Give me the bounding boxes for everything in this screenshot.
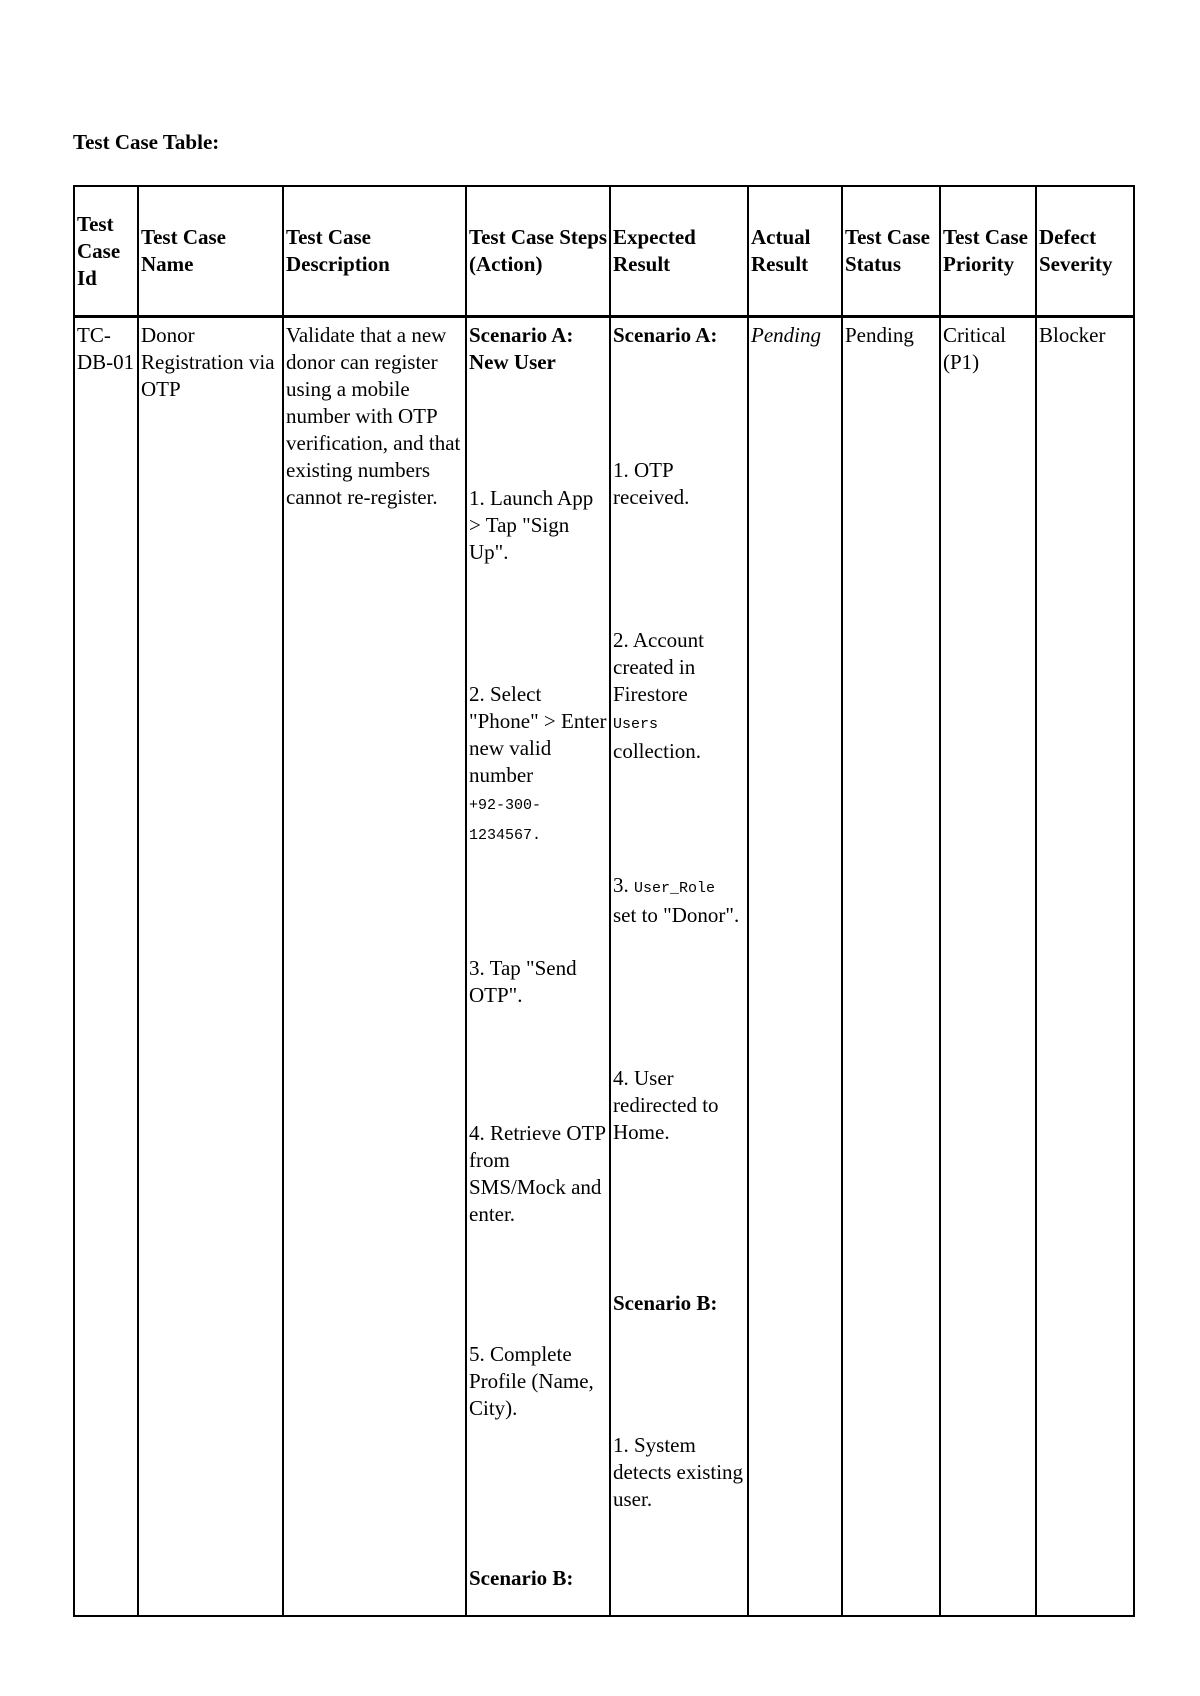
column-header: Expected Result [610,186,748,317]
step-5: 5. Complete Profile (Name, City). [469,1342,594,1420]
actual-result: Pending [748,317,842,1617]
expected-1: 1. OTP received. [613,458,690,509]
steps-scenario-b: Scenario B: [469,1566,574,1590]
column-header: Test Case Description [283,186,466,317]
expected-2-code: Users [613,716,659,733]
test-case-id: TC-DB-01 [74,317,138,1617]
column-header: Defect Severity [1036,186,1134,317]
step-2-number: +92-300-1234567. [469,797,542,844]
expected-3-suffix: set to "Donor". [613,903,740,927]
expected-scenario-b: Scenario B: [613,1291,718,1315]
column-header: Test Case Priority [940,186,1036,317]
test-case-status: Pending [842,317,940,1617]
expected-scenario-a: Scenario A: [613,323,718,347]
test-case-name: Donor Registration via OTP [138,317,283,1617]
expected-3-prefix: 3. [613,873,629,897]
expected-b1: 1. System detects existing user. [613,1433,744,1511]
expected-3 [613,872,746,929]
column-header: Test Case Name [138,186,283,317]
expected-2-text: 2. Account created in Firestore [613,628,704,706]
column-header: Actual Result [748,186,842,317]
step-3: 3. Tap "Send OTP". [469,956,577,1007]
page-title: Test Case Table: [73,130,220,154]
step-4: 4. Retrieve OTP from SMS/Mock and enter. [469,1121,606,1226]
expected-2 [613,627,746,765]
expected-result [610,317,748,1617]
expected-3-code: User_Role [634,880,716,897]
expected-2-suffix: collection. [613,739,702,763]
step-1: 1. Launch App > Tap "Sign Up". [469,486,594,564]
column-header: Test Case Status [842,186,940,317]
test-case-priority: Critical (P1) [940,317,1036,1617]
test-case-table [73,185,1135,1617]
steps-scenario-a: Scenario A: New User [469,323,574,374]
expected-4: 4. User redirected to Home. [613,1066,719,1144]
step-2 [469,681,608,849]
column-header: Test Case Steps (Action) [466,186,610,317]
column-header: Test Case Id [74,186,138,317]
defect-severity: Blocker [1036,317,1134,1617]
test-case-steps [466,317,610,1617]
table-header-row [74,186,1134,317]
test-case-description: Validate that a new donor can register using a mobile number with OTP verification, and that existing numbers cannot re-register. [283,317,466,1617]
step-2-text: 2. Select "Phone" > Enter new valid number [469,682,607,787]
table-row [74,317,1134,1617]
